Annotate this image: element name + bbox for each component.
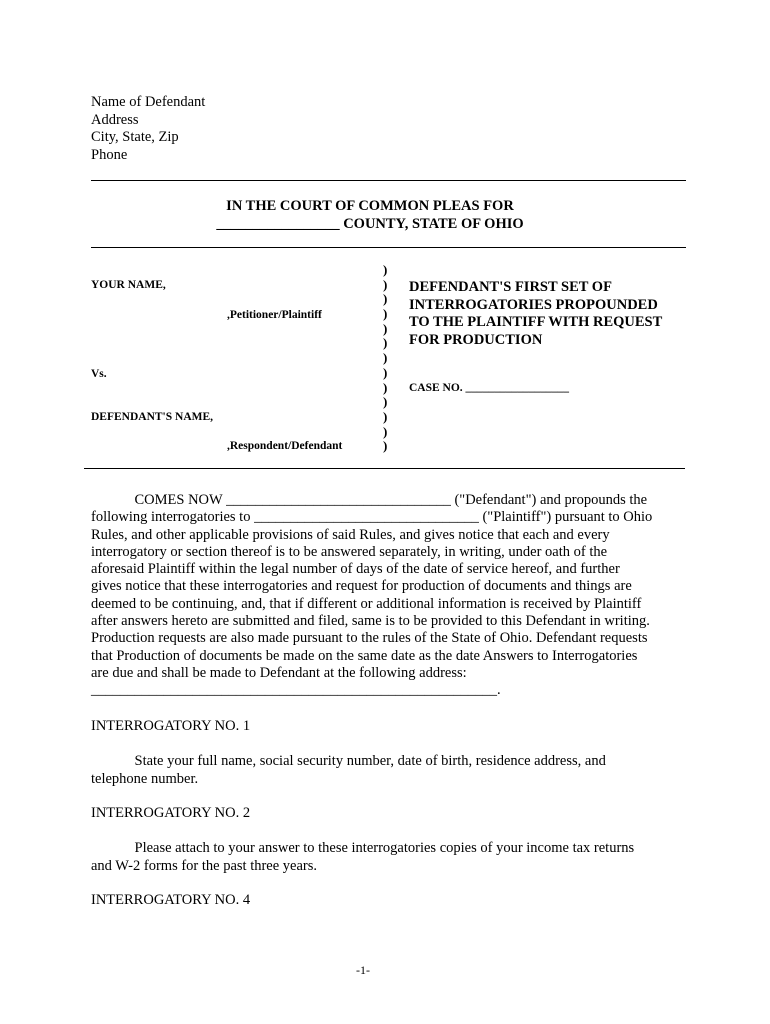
case-number: CASE NO. __________________ (409, 382, 570, 394)
court-heading-line1: IN THE COURT OF COMMON PLEAS FOR (226, 198, 514, 214)
caption-your-name: YOUR NAME, (91, 279, 166, 291)
document-title-line: DEFENDANT'S FIRST SET OF (409, 279, 612, 295)
caption-paren: ) (383, 408, 388, 424)
defendant-city-state-zip: City, State, Zip (91, 129, 179, 145)
page-number: -1- (356, 963, 370, 977)
intro-line: following interrogatories to _______________________________ ("Plaintiff") pursuant to Ohio (91, 509, 653, 526)
intro-line: that Production of documents be made on the same date as the date Answers to Interrogatories (91, 647, 638, 664)
caption-paren: ) (383, 379, 388, 395)
interrogatory-1-text (91, 753, 606, 788)
caption-paren: ) (383, 276, 388, 292)
document-title-line: INTERROGATORIES PROPOUNDED (409, 296, 658, 313)
caption-parentheses-column (383, 263, 387, 454)
defendant-name: Name of Defendant (91, 94, 206, 110)
intro-paragraph (91, 492, 691, 700)
interrogatory-2-heading: INTERROGATORY NO. 2 (91, 805, 251, 821)
caption-paren: ) (383, 364, 388, 380)
caption-paren: ) (383, 350, 388, 366)
caption-respondent: ,Respondent/Defendant (227, 440, 343, 452)
defendant-phone: Phone (91, 146, 128, 163)
intro-line: COMES NOW _______________________________ ("Defendant") and propounds the (91, 492, 648, 508)
interrogatory-line: Please attach to your answer to these interrogatories copies of your income tax returns (91, 840, 635, 856)
intro-line: interrogatory or section thereof is to be answered separately, in writing, under oath of the (91, 543, 608, 560)
interrogatory-line: telephone number. (91, 770, 199, 787)
interrogatory-line: and W-2 forms for the past three years. (91, 857, 318, 874)
court-heading-line2: _________________ COUNTY, STATE OF OHIO (216, 216, 524, 232)
caption-paren: ) (383, 320, 388, 336)
intro-line: ________________________________________________________. (91, 682, 501, 699)
interrogatory-line: State your full name, social security number, date of birth, residence address, and (91, 753, 606, 769)
caption-paren: ) (383, 423, 388, 439)
caption-paren: ) (383, 335, 388, 351)
document-title (409, 279, 662, 349)
caption-paren: ) (383, 438, 388, 454)
intro-line: Production requests are also made pursuant to the rules of the State of Ohio. Defendant requests (91, 630, 648, 647)
caption-petitioner: ,Petitioner/Plaintiff (227, 309, 322, 321)
intro-line: gives notice that these interrogatories and request for production of documents and things are (91, 578, 632, 595)
divider-caption (84, 468, 685, 469)
intro-line: deemed to be continuing, and, that if different or additional information is received by Plaintiff (91, 595, 642, 612)
intro-line: after answers hereto are submitted and filed, same is to be provided to this Defendant in writing. (91, 613, 650, 630)
document-title-line: TO THE PLAINTIFF WITH REQUEST (409, 314, 663, 330)
interrogatory-1-heading: INTERROGATORY NO. 1 (91, 718, 251, 734)
caption-paren: ) (383, 262, 388, 277)
document-title-line: FOR PRODUCTION (409, 331, 543, 348)
caption-paren: ) (383, 306, 388, 322)
divider-top (91, 180, 686, 181)
defendant-address: Address (91, 111, 139, 128)
intro-line: aforesaid Plaintiff within the legal number of days of the date of service hereof, and further (91, 561, 620, 578)
defendant-address-block (91, 94, 205, 164)
intro-line: Rules, and other applicable provisions of said Rules, and gives notice that each and every (91, 526, 610, 543)
intro-line: are due and shall be made to Defendant at the following address: (91, 664, 467, 681)
caption-paren: ) (383, 394, 388, 410)
interrogatory-4-heading: INTERROGATORY NO. 4 (91, 892, 251, 908)
caption-paren: ) (383, 291, 388, 307)
caption-vs: Vs. (91, 368, 107, 380)
interrogatory-2-text (91, 840, 634, 875)
divider-court (91, 247, 686, 248)
caption-defendant-name: DEFENDANT'S NAME, (91, 411, 214, 423)
